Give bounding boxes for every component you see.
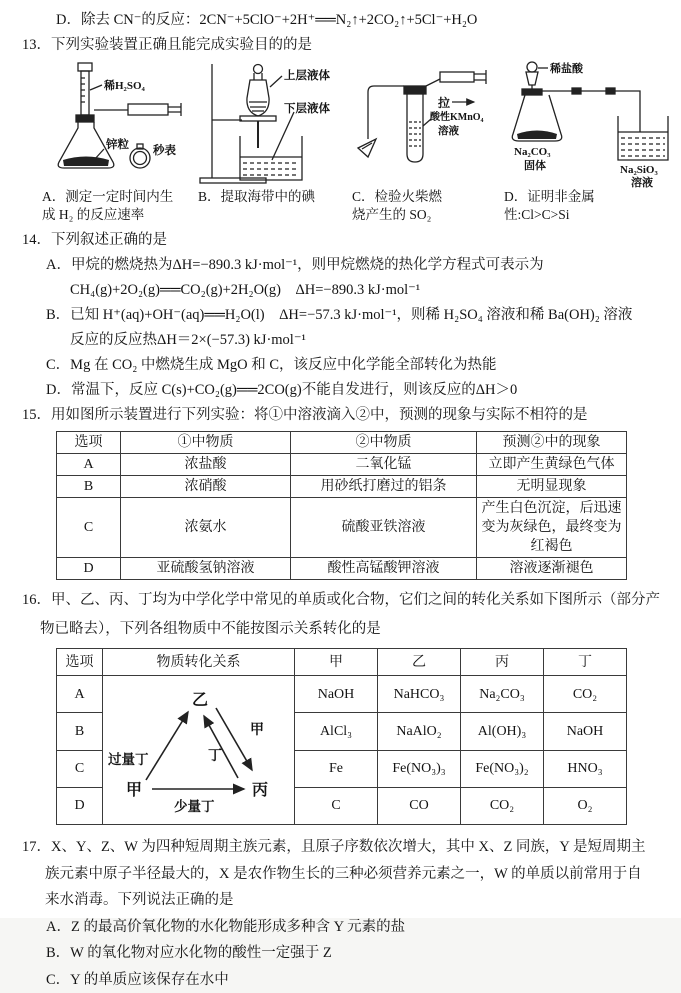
tube-joint-1 bbox=[572, 88, 581, 94]
cell: 浓盐酸 bbox=[121, 454, 291, 476]
label-solution: 溶液 bbox=[631, 175, 653, 189]
label-small-ding: 少量丁 bbox=[174, 798, 215, 814]
label-solid: 固体 bbox=[524, 158, 546, 172]
q17-stem-line3: 来水消毒。下列说法正确的是 bbox=[45, 887, 681, 914]
syringe-barrel bbox=[440, 72, 474, 82]
label-pull: 拉 bbox=[438, 95, 450, 110]
cell: Na₂CO₃ bbox=[461, 676, 544, 713]
apparatus-a-caption-1: A．测定一定时间内生 bbox=[42, 188, 192, 206]
q17-option-b: B．W 的氧化物对应水化物的酸性一定强于 Z bbox=[46, 940, 681, 967]
q14-option-b: B．已知 H⁺(aq)+OH⁻(aq)══H₂O(l) ΔH=−57.3 kJ·mol⁻¹，则稀 H₂SO₄ 溶液和稀 Ba(OH)₂ 溶液 bbox=[46, 303, 681, 328]
kmno4-liquid bbox=[409, 122, 421, 146]
cell: CO₂ bbox=[544, 676, 627, 713]
cell: CO₂ bbox=[461, 787, 544, 824]
q15-header: ②中物质 bbox=[291, 432, 477, 454]
lower-liquid bbox=[243, 163, 299, 175]
cell: 产生白色沉淀，后迅速变为灰绿色，最终变为红褐色 bbox=[477, 498, 627, 558]
q17-stem-line1: 17．X、Y、Z、W 为四种短周期主族元素，且原子序数依次增大，其中 X、Z 同族，Y 是短周期主 bbox=[22, 834, 681, 861]
q15 bbox=[0, 403, 681, 580]
label-dilute-hcl: 稀盐酸 bbox=[549, 61, 584, 75]
cell: Fe bbox=[295, 750, 378, 787]
label-lower-layer: 下层液体 bbox=[284, 101, 330, 115]
cell: 二氧化锰 bbox=[291, 454, 477, 476]
cell: Fe(NO₃)₂ bbox=[461, 750, 544, 787]
q16-stem-line2: 物已略去），下列各组物质中不能按图示关系转化的是 bbox=[40, 615, 681, 644]
cell: NaOH bbox=[544, 713, 627, 750]
q16-header: 乙 bbox=[378, 649, 461, 676]
label-kmno4-line2: 溶液 bbox=[438, 124, 459, 137]
cell: 硫酸亚铁溶液 bbox=[291, 498, 477, 558]
cell: NaOH bbox=[295, 676, 378, 713]
q16-header-row bbox=[57, 649, 627, 676]
syringe-plunger bbox=[168, 103, 181, 116]
gas-tube bbox=[542, 91, 640, 132]
burning-match bbox=[358, 139, 376, 157]
apparatus-d bbox=[492, 60, 680, 224]
q14-option-b-cont: 反应的反应热ΔH＝2×(−57.3) kJ·mol⁻¹ bbox=[70, 328, 681, 353]
cell: NaAlO₂ bbox=[378, 713, 461, 750]
q15-row-d bbox=[57, 558, 627, 580]
leader-lower bbox=[272, 112, 294, 160]
label-na2sio3: Na₂SiO₃ bbox=[620, 164, 658, 176]
label-dilute-h2so4: 稀H₂SO₄ bbox=[103, 78, 146, 92]
cell: D bbox=[57, 787, 103, 824]
apparatus-a bbox=[22, 60, 192, 224]
cell: 用砂纸打磨过的铝条 bbox=[291, 476, 477, 498]
q12-option-d: D．除去 CN⁻的反应：2CN⁻+5ClO⁻+2H⁺══N₂↑+2CO₂↑+5Cl⁻+H₂O bbox=[56, 8, 681, 33]
syringe-plunger bbox=[474, 70, 486, 84]
q15-row-a bbox=[57, 454, 627, 476]
q15-header: ①中物质 bbox=[121, 432, 291, 454]
apparatus-c-drawing bbox=[352, 60, 490, 188]
label-zinc: 锌粒 bbox=[105, 137, 129, 151]
node-jia: 甲 bbox=[126, 781, 142, 799]
label-stopwatch: 秒表 bbox=[152, 143, 176, 157]
q14-option-d: D．常温下，反应 C(s)+CO₂(g)══2CO(g)不能自发进行，则该反应的ΔH＞0 bbox=[46, 378, 681, 403]
na2sio3-liquid bbox=[621, 138, 665, 156]
flask-stopper bbox=[522, 89, 542, 95]
cell: HNO₃ bbox=[544, 750, 627, 787]
apparatus-c-caption-2: 烧产生的 SO₂ bbox=[352, 206, 490, 224]
q15-header-row bbox=[57, 432, 627, 454]
funnel-stopper-ball bbox=[254, 65, 263, 74]
q14-option-a: A．甲烷的燃烧热为ΔH=−890.3 kJ·mol⁻¹，则甲烷燃烧的热化学方程式可表示为 bbox=[46, 253, 681, 278]
arrow-jia-to-yi bbox=[146, 712, 188, 780]
cell: A bbox=[57, 454, 121, 476]
q16-stem-line1: 16．甲、乙、丙、丁均为中学化学中常见的单质或化合物，它们之间的转化关系如下图所示（部分产 bbox=[22, 586, 681, 615]
cell: AlCl₃ bbox=[295, 713, 378, 750]
q15-stem: 15．用如图所示装置进行下列实验：将①中溶液滴入②中，预测的现象与实际不相符的是 bbox=[22, 403, 681, 428]
cell: B bbox=[57, 713, 103, 750]
q13-apparatus-row bbox=[22, 60, 681, 224]
beaker bbox=[240, 136, 302, 180]
q17-stem-line2: 族元素中原子半径最大的，X 是农作物生长的三种必须营养元素之一，W 的单质以前常用于自 bbox=[45, 861, 681, 888]
funnel-mouth bbox=[78, 63, 92, 71]
label-excess-ding: 过量丁 bbox=[108, 751, 149, 767]
q16-header: 物质转化关系 bbox=[103, 649, 295, 676]
dropping-funnel bbox=[526, 72, 538, 85]
q15-row-c bbox=[57, 498, 627, 558]
conversion-diagram bbox=[104, 676, 294, 818]
label-upper-layer: 上层液体 bbox=[284, 68, 330, 82]
cell: 溶液逐渐褪色 bbox=[477, 558, 627, 580]
funnel-liquid bbox=[249, 102, 267, 111]
q16-header: 丁 bbox=[544, 649, 627, 676]
cell: Fe(NO₃)₃ bbox=[378, 750, 461, 787]
q17-option-c: C．Y 的单质应该保存在水中 bbox=[46, 967, 681, 993]
node-yi: 乙 bbox=[192, 691, 208, 709]
q15-header: 预测②中的现象 bbox=[477, 432, 627, 454]
label-kmno4-line1: 酸性KMnO₄ bbox=[430, 110, 484, 123]
na2co3-solid bbox=[517, 131, 557, 140]
q14-option-c: C．Mg 在 CO₂ 中燃烧生成 MgO 和 C，该反应中化学能全部转化为热能 bbox=[46, 353, 681, 378]
node-bing: 丙 bbox=[252, 781, 268, 799]
q14-stem: 14．下列叙述正确的是 bbox=[22, 228, 681, 253]
apparatus-c bbox=[352, 60, 490, 224]
leader-upper bbox=[270, 76, 282, 87]
cell: Al(OH)₃ bbox=[461, 713, 544, 750]
q15-row-b bbox=[57, 476, 627, 498]
arrow-bing-to-yi bbox=[204, 716, 238, 778]
cell: 浓硝酸 bbox=[121, 476, 291, 498]
q16-row-a bbox=[57, 676, 627, 713]
q16-header: 甲 bbox=[295, 649, 378, 676]
q16-header: 选项 bbox=[57, 649, 103, 676]
zinc-granules bbox=[63, 157, 109, 167]
apparatus-d-caption-2: 性:Cl>C>Si bbox=[504, 206, 680, 224]
syringe-barrel bbox=[128, 104, 168, 115]
apparatus-a-caption-2: 成 H₂ 的反应速率 bbox=[42, 206, 192, 224]
cell: 浓氨水 bbox=[121, 498, 291, 558]
tube-joint-2 bbox=[606, 88, 615, 94]
apparatus-d-drawing bbox=[492, 60, 680, 188]
q16 bbox=[0, 586, 681, 825]
gas-tube-left bbox=[368, 86, 404, 139]
q14-option-a-equation: CH₄(g)+2O₂(g)══CO₂(g)+2H₂O(g) ΔH=−890.3 kJ·mol⁻¹ bbox=[70, 278, 681, 303]
cell: 酸性高锰酸钾溶液 bbox=[291, 558, 477, 580]
cell: 立即产生黄绿色气体 bbox=[477, 454, 627, 476]
q13-stem: 13．下列实验装置正确且能完成实验目的的是 bbox=[22, 33, 681, 58]
gas-tube-right bbox=[426, 79, 440, 86]
q17 bbox=[0, 834, 681, 993]
q17-option-a: A．Z 的最高价氧化物的水化物能形成多种含 Y 元素的盐 bbox=[46, 914, 681, 941]
cell: O₂ bbox=[544, 787, 627, 824]
q15-table bbox=[56, 431, 627, 580]
cell: CO bbox=[378, 787, 461, 824]
apparatus-b bbox=[198, 60, 348, 224]
test-tube-stopper bbox=[404, 86, 426, 94]
stopwatch-dial bbox=[134, 152, 147, 165]
apparatus-a-drawing bbox=[22, 60, 192, 188]
cell: A bbox=[57, 676, 103, 713]
label-na2co3: Na₂CO₃ bbox=[514, 146, 551, 158]
q16-table bbox=[56, 648, 627, 825]
ring-clamp bbox=[240, 116, 276, 121]
cell: C bbox=[57, 498, 121, 558]
apparatus-b-caption: B．提取海带中的碘 bbox=[198, 188, 348, 206]
cell: 无明显现象 bbox=[477, 476, 627, 498]
apparatus-b-drawing bbox=[198, 60, 344, 188]
cell: B bbox=[57, 476, 121, 498]
q14 bbox=[0, 228, 681, 403]
cell: C bbox=[295, 787, 378, 824]
cell: 亚硫酸氢钠溶液 bbox=[121, 558, 291, 580]
label-mid-ding: 丁 bbox=[208, 748, 222, 764]
dropper-ball bbox=[527, 62, 537, 72]
label-mid-jia: 甲 bbox=[250, 722, 264, 738]
cell: NaHCO₃ bbox=[378, 676, 461, 713]
conversion-diagram-cell bbox=[103, 676, 295, 825]
q15-header: 选项 bbox=[57, 432, 121, 454]
apparatus-d-caption-1: D．证明非金属 bbox=[504, 188, 680, 206]
leader-acid bbox=[90, 85, 102, 90]
cell: C bbox=[57, 750, 103, 787]
apparatus-c-caption-1: C．检验火柴燃 bbox=[352, 188, 490, 206]
q16-header: 丙 bbox=[461, 649, 544, 676]
stopper bbox=[76, 115, 94, 122]
cell: D bbox=[57, 558, 121, 580]
